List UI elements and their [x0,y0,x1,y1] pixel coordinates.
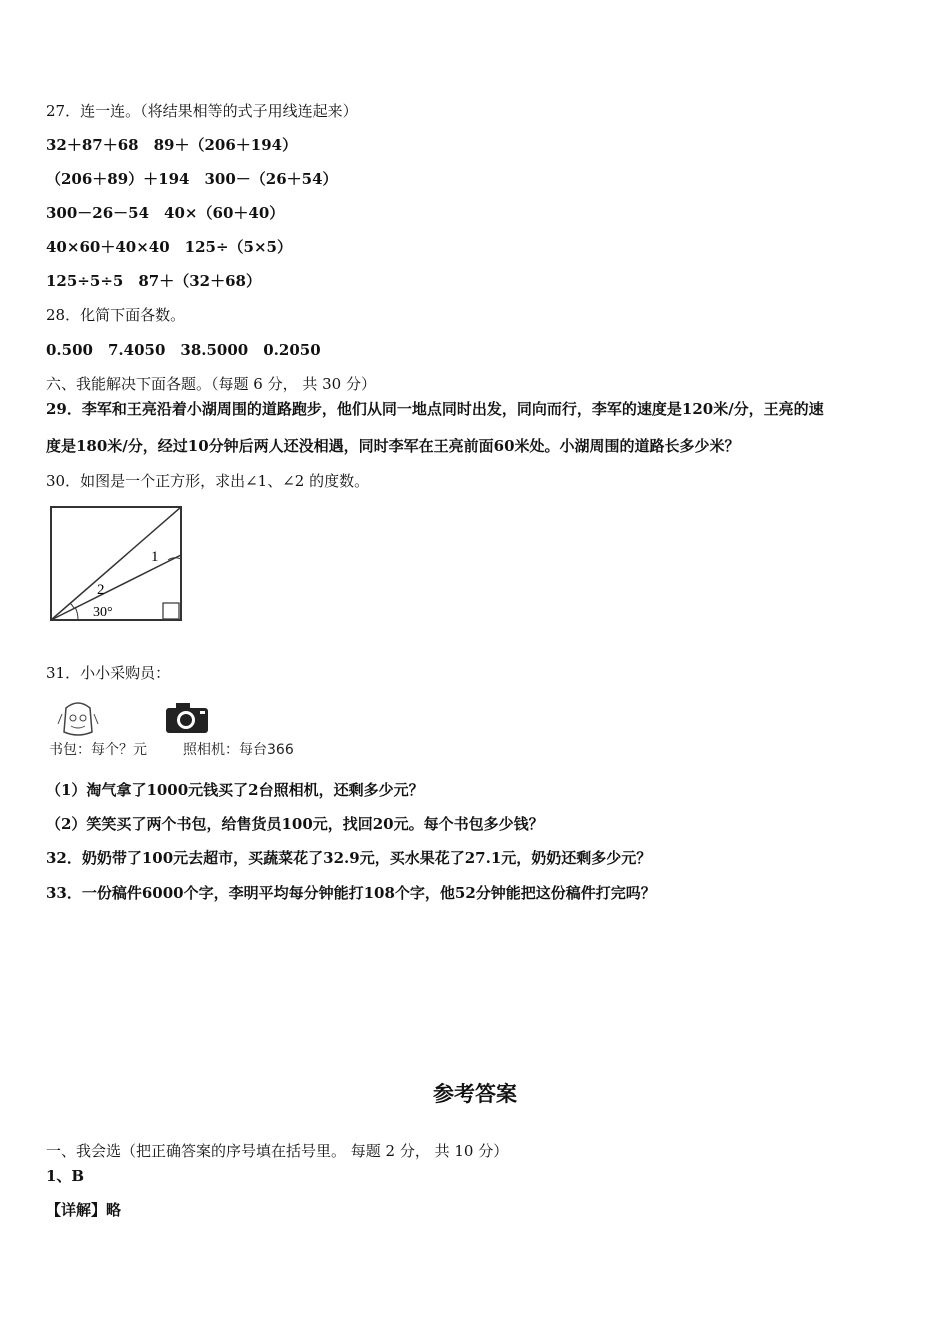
q31-title: 31．小小采购员： [46,664,171,682]
q33-text: 33．一份稿件6000个字，李明平均每分钟能打108个字，他52分钟能把这份稿件打完吗？ [46,884,656,902]
q27-row-3: 300－26－54 40×（60＋40） [46,204,285,222]
q28-numbers: 0.500 7.4050 38.5000 0.2050 [46,341,321,359]
camera-price-caption: 照相机：每台366 [183,742,294,758]
schoolbag-icon [56,700,100,738]
answers-title: 参考答案 [433,1081,517,1106]
right-angle-mark [163,603,179,619]
q29-line-1: 29．李军和王亮沿着小湖周围的道路跑步，他们从同一地点同时出发，同向而行，李军的速度是120米/分，王亮的速 [46,400,824,418]
angle-2-arc [70,603,74,608]
angle-30-arc [75,607,78,620]
q27-title: 27．连一连。（将结果相等的式子用线连起来） [46,102,358,120]
answers-section-1: 一、我会选（把正确答案的序号填在括号里。 每题 2 分， 共 10 分） [46,1142,509,1160]
q31-sub-2: （2）笑笑买了两个书包，给售货员100元，找回20元。每个书包多少钱？ [46,815,544,833]
q30-title: 30．如图是一个正方形，求出∠1、∠2 的度数。 [46,472,370,490]
answer-1-detail: 【详解】略 [46,1201,122,1219]
camera-icon [164,702,210,734]
angle-30-label: 30° [93,605,113,620]
section-6-heading: 六、我能解决下面各题。（每题 6 分， 共 30 分） [46,375,376,393]
inner-line [51,555,181,620]
q27-row-4: 40×60＋40×40 125÷（5×5） [46,238,292,256]
q31-sub-1: （1）淘气拿了1000元钱买了2台照相机，还剩多少元？ [46,781,424,799]
q32-text: 32．奶奶带了100元去超市，买蔬菜花了32.9元，买水果花了27.1元，奶奶还剩多少元？ [46,849,652,867]
q29-line-2: 度是180米/分，经过10分钟后两人还没相遇，同时李军在王亮前面60米处。小湖周围的道路长多少米？ [46,437,740,455]
q28-title: 28．化简下面各数。 [46,306,186,324]
square-figure [46,503,186,625]
angle-2-label: 2 [97,582,105,598]
bag-price-caption: 书包：每个？元 [49,742,147,758]
q27-row-5: 125÷5÷5 87＋（32＋68） [46,272,261,290]
q27-row-2: （206＋89）＋194 300－（26＋54） [46,170,338,188]
answer-1: 1、B [46,1167,85,1185]
angle-1-label: 1 [151,549,159,565]
q27-row-1: 32＋87＋68 89＋（206＋194） [46,136,298,154]
